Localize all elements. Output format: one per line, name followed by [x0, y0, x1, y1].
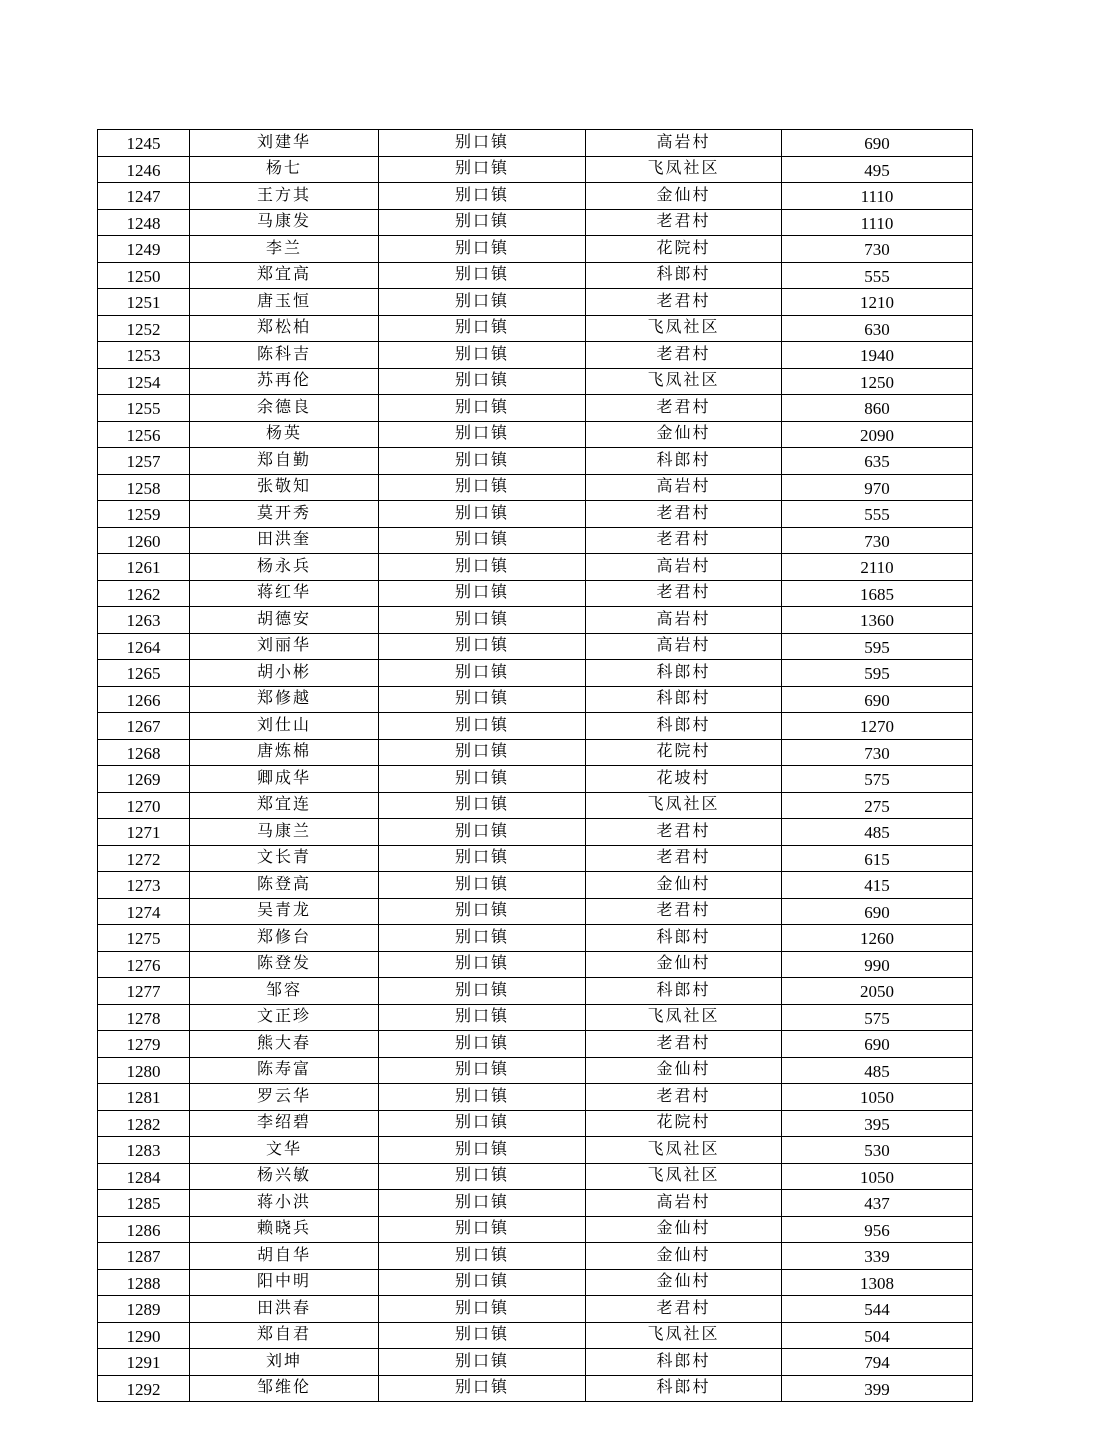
cell-village: 飞凤社区 — [586, 315, 782, 342]
cell-town: 别口镇 — [379, 554, 586, 581]
cell-name: 唐炼棉 — [190, 739, 379, 766]
table-row — [98, 607, 973, 634]
cell-amount: 1110 — [782, 209, 973, 236]
table-row — [98, 315, 973, 342]
cell-amount: 1360 — [782, 607, 973, 634]
cell-amount: 2110 — [782, 554, 973, 581]
cell-village: 老君村 — [586, 527, 782, 554]
cell-name: 罗云华 — [190, 1084, 379, 1111]
cell-id: 1281 — [98, 1084, 190, 1111]
cell-id: 1287 — [98, 1243, 190, 1270]
cell-village: 金仙村 — [586, 1216, 782, 1243]
table-row — [98, 1349, 973, 1376]
cell-id: 1282 — [98, 1110, 190, 1137]
cell-name: 蒋小洪 — [190, 1190, 379, 1217]
cell-id: 1266 — [98, 686, 190, 713]
cell-amount: 1685 — [782, 580, 973, 607]
cell-name: 田洪春 — [190, 1296, 379, 1323]
cell-amount: 415 — [782, 872, 973, 899]
cell-id: 1272 — [98, 845, 190, 872]
table-row — [98, 1084, 973, 1111]
table-row — [98, 1004, 973, 1031]
cell-village: 老君村 — [586, 209, 782, 236]
table-row — [98, 1216, 973, 1243]
cell-amount: 990 — [782, 951, 973, 978]
cell-name: 胡小彬 — [190, 660, 379, 687]
cell-town: 别口镇 — [379, 739, 586, 766]
cell-village: 老君村 — [586, 1296, 782, 1323]
cell-town: 别口镇 — [379, 1296, 586, 1323]
cell-town: 别口镇 — [379, 1269, 586, 1296]
cell-name: 余德良 — [190, 395, 379, 422]
cell-id: 1260 — [98, 527, 190, 554]
cell-id: 1247 — [98, 183, 190, 210]
cell-name: 熊大春 — [190, 1031, 379, 1058]
cell-amount: 575 — [782, 766, 973, 793]
cell-name: 马康发 — [190, 209, 379, 236]
cell-town: 别口镇 — [379, 262, 586, 289]
cell-id: 1251 — [98, 289, 190, 316]
cell-village: 飞凤社区 — [586, 792, 782, 819]
cell-name: 邹容 — [190, 978, 379, 1005]
cell-name: 刘仕山 — [190, 713, 379, 740]
cell-name: 李兰 — [190, 236, 379, 263]
cell-id: 1256 — [98, 421, 190, 448]
cell-village: 飞凤社区 — [586, 1004, 782, 1031]
cell-village: 高岩村 — [586, 633, 782, 660]
cell-name: 陈寿富 — [190, 1057, 379, 1084]
cell-amount: 575 — [782, 1004, 973, 1031]
cell-town: 别口镇 — [379, 766, 586, 793]
cell-village: 科郎村 — [586, 1375, 782, 1402]
cell-town: 别口镇 — [379, 1349, 586, 1376]
cell-village: 老君村 — [586, 342, 782, 369]
cell-village: 科郎村 — [586, 686, 782, 713]
table-row — [98, 1057, 973, 1084]
cell-town: 别口镇 — [379, 130, 586, 157]
cell-name: 郑修台 — [190, 925, 379, 952]
cell-id: 1267 — [98, 713, 190, 740]
table-row — [98, 1375, 973, 1402]
cell-town: 别口镇 — [379, 1163, 586, 1190]
cell-village: 金仙村 — [586, 183, 782, 210]
cell-id: 1258 — [98, 474, 190, 501]
cell-town: 别口镇 — [379, 633, 586, 660]
cell-town: 别口镇 — [379, 713, 586, 740]
cell-village: 飞凤社区 — [586, 1137, 782, 1164]
cell-name: 刘建华 — [190, 130, 379, 157]
cell-id: 1268 — [98, 739, 190, 766]
cell-amount: 395 — [782, 1110, 973, 1137]
cell-amount: 275 — [782, 792, 973, 819]
cell-village: 科郎村 — [586, 978, 782, 1005]
cell-id: 1270 — [98, 792, 190, 819]
table-row — [98, 501, 973, 528]
cell-amount: 530 — [782, 1137, 973, 1164]
cell-id: 1246 — [98, 156, 190, 183]
cell-village: 科郎村 — [586, 1349, 782, 1376]
cell-name: 唐玉恒 — [190, 289, 379, 316]
cell-village: 高岩村 — [586, 607, 782, 634]
cell-village: 飞凤社区 — [586, 1163, 782, 1190]
table-row — [98, 872, 973, 899]
cell-amount: 437 — [782, 1190, 973, 1217]
cell-town: 别口镇 — [379, 792, 586, 819]
table-row — [98, 845, 973, 872]
cell-name: 田洪奎 — [190, 527, 379, 554]
cell-id: 1289 — [98, 1296, 190, 1323]
cell-town: 别口镇 — [379, 819, 586, 846]
cell-amount: 794 — [782, 1349, 973, 1376]
cell-village: 花院村 — [586, 236, 782, 263]
cell-id: 1250 — [98, 262, 190, 289]
cell-town: 别口镇 — [379, 474, 586, 501]
cell-id: 1286 — [98, 1216, 190, 1243]
table-row — [98, 1163, 973, 1190]
cell-village: 金仙村 — [586, 1057, 782, 1084]
data-table — [97, 129, 973, 1402]
table-row — [98, 1243, 973, 1270]
cell-amount: 595 — [782, 633, 973, 660]
cell-town: 别口镇 — [379, 951, 586, 978]
cell-name: 郑修越 — [190, 686, 379, 713]
cell-id: 1283 — [98, 1137, 190, 1164]
cell-town: 别口镇 — [379, 1084, 586, 1111]
table-row — [98, 474, 973, 501]
cell-village: 金仙村 — [586, 1269, 782, 1296]
table-row — [98, 236, 973, 263]
cell-town: 别口镇 — [379, 978, 586, 1005]
cell-town: 别口镇 — [379, 898, 586, 925]
table-row — [98, 342, 973, 369]
cell-name: 吴青龙 — [190, 898, 379, 925]
cell-name: 张敬知 — [190, 474, 379, 501]
cell-id: 1285 — [98, 1190, 190, 1217]
cell-town: 别口镇 — [379, 156, 586, 183]
cell-town: 别口镇 — [379, 580, 586, 607]
table-row — [98, 686, 973, 713]
cell-town: 别口镇 — [379, 315, 586, 342]
cell-village: 金仙村 — [586, 1243, 782, 1270]
cell-id: 1277 — [98, 978, 190, 1005]
table-row — [98, 1190, 973, 1217]
cell-id: 1252 — [98, 315, 190, 342]
cell-town: 别口镇 — [379, 845, 586, 872]
cell-name: 李绍碧 — [190, 1110, 379, 1137]
cell-id: 1273 — [98, 872, 190, 899]
cell-town: 别口镇 — [379, 1137, 586, 1164]
cell-id: 1253 — [98, 342, 190, 369]
cell-town: 别口镇 — [379, 527, 586, 554]
cell-town: 别口镇 — [379, 686, 586, 713]
cell-town: 别口镇 — [379, 1110, 586, 1137]
cell-id: 1275 — [98, 925, 190, 952]
table-row — [98, 739, 973, 766]
cell-village: 高岩村 — [586, 1190, 782, 1217]
cell-name: 邹维伦 — [190, 1375, 379, 1402]
cell-town: 别口镇 — [379, 501, 586, 528]
cell-amount: 2090 — [782, 421, 973, 448]
cell-village: 金仙村 — [586, 872, 782, 899]
cell-village: 科郎村 — [586, 713, 782, 740]
cell-town: 别口镇 — [379, 368, 586, 395]
table-row — [98, 421, 973, 448]
cell-town: 别口镇 — [379, 183, 586, 210]
cell-town: 别口镇 — [379, 1031, 586, 1058]
cell-name: 杨七 — [190, 156, 379, 183]
cell-name: 陈科吉 — [190, 342, 379, 369]
table-row — [98, 156, 973, 183]
cell-amount: 1250 — [782, 368, 973, 395]
cell-id: 1280 — [98, 1057, 190, 1084]
cell-town: 别口镇 — [379, 448, 586, 475]
cell-town: 别口镇 — [379, 1190, 586, 1217]
cell-village: 高岩村 — [586, 554, 782, 581]
cell-amount: 399 — [782, 1375, 973, 1402]
cell-amount: 956 — [782, 1216, 973, 1243]
table-row — [98, 978, 973, 1005]
cell-amount: 1270 — [782, 713, 973, 740]
cell-amount: 485 — [782, 1057, 973, 1084]
cell-id: 1245 — [98, 130, 190, 157]
cell-town: 别口镇 — [379, 236, 586, 263]
cell-village: 飞凤社区 — [586, 368, 782, 395]
cell-id: 1265 — [98, 660, 190, 687]
cell-town: 别口镇 — [379, 872, 586, 899]
cell-amount: 1308 — [782, 1269, 973, 1296]
cell-amount: 690 — [782, 130, 973, 157]
table-row — [98, 130, 973, 157]
cell-village: 老君村 — [586, 395, 782, 422]
cell-amount: 504 — [782, 1322, 973, 1349]
table-row — [98, 183, 973, 210]
cell-id: 1249 — [98, 236, 190, 263]
cell-name: 郑宜连 — [190, 792, 379, 819]
cell-village: 科郎村 — [586, 262, 782, 289]
cell-name: 胡自华 — [190, 1243, 379, 1270]
cell-name: 杨永兵 — [190, 554, 379, 581]
cell-id: 1255 — [98, 395, 190, 422]
cell-name: 杨英 — [190, 421, 379, 448]
table-row — [98, 819, 973, 846]
cell-name: 郑松柏 — [190, 315, 379, 342]
cell-id: 1276 — [98, 951, 190, 978]
cell-name: 郑自君 — [190, 1322, 379, 1349]
cell-amount: 339 — [782, 1243, 973, 1270]
table-row — [98, 1296, 973, 1323]
cell-amount: 615 — [782, 845, 973, 872]
cell-amount: 860 — [782, 395, 973, 422]
cell-town: 别口镇 — [379, 1004, 586, 1031]
cell-village: 老君村 — [586, 501, 782, 528]
cell-amount: 970 — [782, 474, 973, 501]
table-row — [98, 660, 973, 687]
cell-name: 王方其 — [190, 183, 379, 210]
cell-id: 1288 — [98, 1269, 190, 1296]
cell-village: 金仙村 — [586, 421, 782, 448]
cell-village: 金仙村 — [586, 951, 782, 978]
cell-id: 1271 — [98, 819, 190, 846]
cell-name: 陈登发 — [190, 951, 379, 978]
cell-name: 文正珍 — [190, 1004, 379, 1031]
cell-town: 别口镇 — [379, 342, 586, 369]
cell-id: 1278 — [98, 1004, 190, 1031]
table-row — [98, 554, 973, 581]
cell-town: 别口镇 — [379, 660, 586, 687]
cell-name: 阳中明 — [190, 1269, 379, 1296]
cell-amount: 730 — [782, 527, 973, 554]
cell-amount: 730 — [782, 739, 973, 766]
cell-amount: 495 — [782, 156, 973, 183]
cell-amount: 630 — [782, 315, 973, 342]
cell-id: 1291 — [98, 1349, 190, 1376]
cell-village: 飞凤社区 — [586, 1322, 782, 1349]
table-body — [98, 130, 973, 1402]
cell-amount: 485 — [782, 819, 973, 846]
cell-village: 高岩村 — [586, 474, 782, 501]
cell-amount: 1210 — [782, 289, 973, 316]
cell-amount: 595 — [782, 660, 973, 687]
cell-village: 科郎村 — [586, 660, 782, 687]
cell-amount: 555 — [782, 501, 973, 528]
cell-id: 1292 — [98, 1375, 190, 1402]
table-row — [98, 1031, 973, 1058]
cell-village: 花坡村 — [586, 766, 782, 793]
table-row — [98, 262, 973, 289]
table-row — [98, 925, 973, 952]
table-row — [98, 898, 973, 925]
cell-name: 文华 — [190, 1137, 379, 1164]
table-row — [98, 951, 973, 978]
cell-amount: 544 — [782, 1296, 973, 1323]
cell-amount: 2050 — [782, 978, 973, 1005]
cell-id: 1262 — [98, 580, 190, 607]
cell-town: 别口镇 — [379, 1375, 586, 1402]
cell-amount: 690 — [782, 686, 973, 713]
cell-village: 花院村 — [586, 739, 782, 766]
cell-name: 莫开秀 — [190, 501, 379, 528]
table-row — [98, 368, 973, 395]
cell-id: 1269 — [98, 766, 190, 793]
cell-town: 别口镇 — [379, 421, 586, 448]
cell-amount: 635 — [782, 448, 973, 475]
cell-id: 1274 — [98, 898, 190, 925]
cell-village: 老君村 — [586, 845, 782, 872]
cell-name: 文长青 — [190, 845, 379, 872]
cell-amount: 1940 — [782, 342, 973, 369]
table-row — [98, 713, 973, 740]
cell-town: 别口镇 — [379, 607, 586, 634]
cell-amount: 690 — [782, 898, 973, 925]
cell-amount: 1110 — [782, 183, 973, 210]
cell-name: 苏再伦 — [190, 368, 379, 395]
cell-amount: 555 — [782, 262, 973, 289]
cell-name: 马康兰 — [190, 819, 379, 846]
cell-name: 陈登高 — [190, 872, 379, 899]
cell-village: 老君村 — [586, 289, 782, 316]
cell-name: 刘坤 — [190, 1349, 379, 1376]
cell-village: 老君村 — [586, 819, 782, 846]
cell-town: 别口镇 — [379, 1057, 586, 1084]
cell-village: 老君村 — [586, 1031, 782, 1058]
table-row — [98, 395, 973, 422]
cell-town: 别口镇 — [379, 1216, 586, 1243]
cell-amount: 690 — [782, 1031, 973, 1058]
cell-village: 花院村 — [586, 1110, 782, 1137]
table-row — [98, 1322, 973, 1349]
cell-village: 老君村 — [586, 1084, 782, 1111]
table-row — [98, 289, 973, 316]
cell-town: 别口镇 — [379, 925, 586, 952]
cell-town: 别口镇 — [379, 395, 586, 422]
cell-name: 蒋红华 — [190, 580, 379, 607]
cell-id: 1261 — [98, 554, 190, 581]
table-row — [98, 448, 973, 475]
cell-id: 1254 — [98, 368, 190, 395]
cell-name: 赖晓兵 — [190, 1216, 379, 1243]
table-row — [98, 580, 973, 607]
table-row — [98, 209, 973, 236]
cell-id: 1263 — [98, 607, 190, 634]
cell-village: 老君村 — [586, 898, 782, 925]
table-row — [98, 792, 973, 819]
cell-id: 1257 — [98, 448, 190, 475]
cell-amount: 730 — [782, 236, 973, 263]
cell-id: 1264 — [98, 633, 190, 660]
cell-name: 郑宜高 — [190, 262, 379, 289]
table-row — [98, 1137, 973, 1164]
cell-name: 卿成华 — [190, 766, 379, 793]
cell-town: 别口镇 — [379, 1243, 586, 1270]
table-row — [98, 1110, 973, 1137]
cell-village: 飞凤社区 — [586, 156, 782, 183]
cell-town: 别口镇 — [379, 209, 586, 236]
cell-id: 1284 — [98, 1163, 190, 1190]
table-row — [98, 633, 973, 660]
cell-town: 别口镇 — [379, 1322, 586, 1349]
cell-village: 高岩村 — [586, 130, 782, 157]
table-row — [98, 1269, 973, 1296]
cell-name: 胡德安 — [190, 607, 379, 634]
cell-amount: 1260 — [782, 925, 973, 952]
cell-amount: 1050 — [782, 1084, 973, 1111]
cell-village: 老君村 — [586, 580, 782, 607]
cell-village: 科郎村 — [586, 925, 782, 952]
cell-village: 科郎村 — [586, 448, 782, 475]
cell-name: 刘丽华 — [190, 633, 379, 660]
cell-amount: 1050 — [782, 1163, 973, 1190]
table-row — [98, 527, 973, 554]
cell-name: 杨兴敏 — [190, 1163, 379, 1190]
cell-name: 郑自勤 — [190, 448, 379, 475]
cell-id: 1290 — [98, 1322, 190, 1349]
cell-id: 1248 — [98, 209, 190, 236]
table-row — [98, 766, 973, 793]
cell-id: 1259 — [98, 501, 190, 528]
cell-id: 1279 — [98, 1031, 190, 1058]
cell-town: 别口镇 — [379, 289, 586, 316]
